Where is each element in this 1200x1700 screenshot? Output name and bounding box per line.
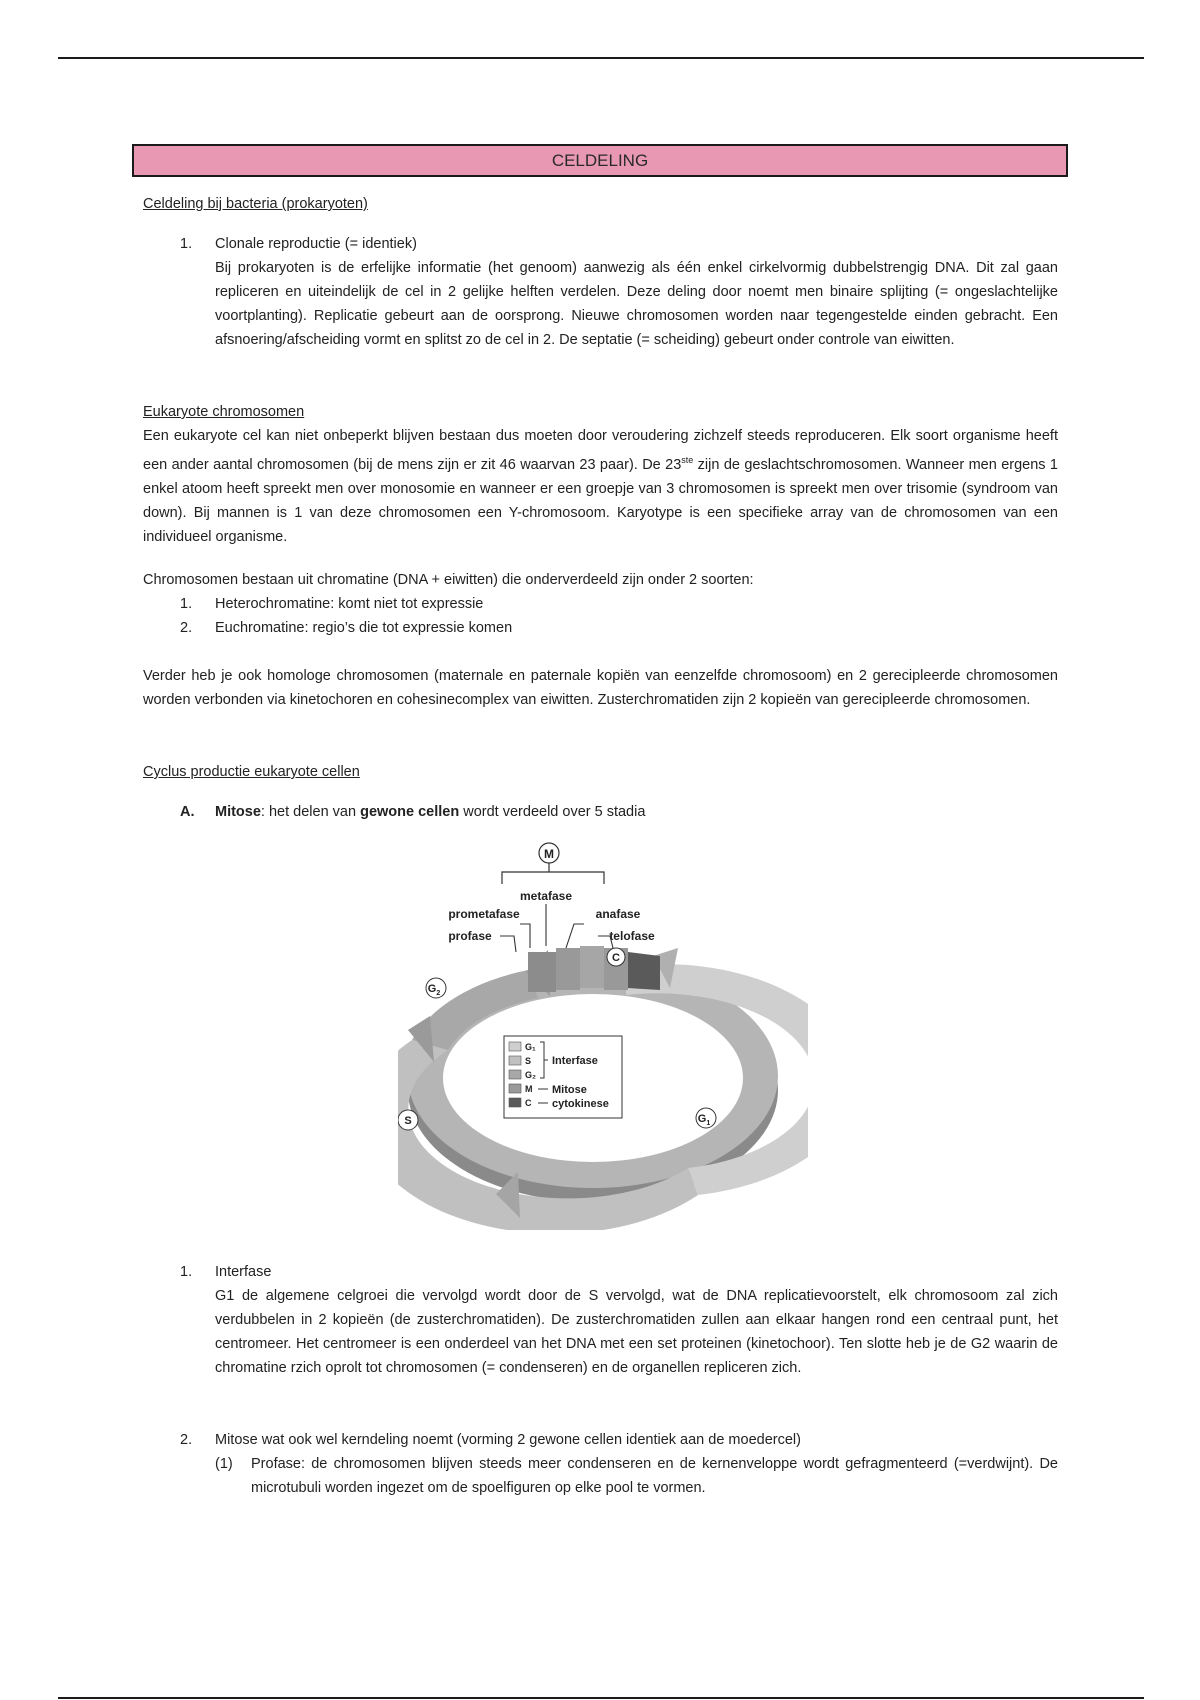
cell-cycle-svg [398, 840, 808, 1230]
top-rule [58, 57, 1144, 59]
pointer-prometafase [520, 924, 530, 948]
label-g1-letter: G [697, 1113, 707, 1125]
legend-swatch-g2 [509, 1070, 521, 1079]
legend-swatch-s [509, 1056, 521, 1065]
block-profase [528, 952, 556, 992]
paragraph-part: zijn de geslachtschromosomen. Wanneer men ergens 1 enkel atoom heeft spreekt men over monosomie en wanneer er een groepje van 3 chromosomen is spreekt men over trisomie (syndroom van down). Bij mannen is 1 van deze chromosomen een Y-chromosoom. Karyotype is een specifieke array van de chromosomen van een individueel organisme. [143, 456, 1058, 545]
block-telofase [628, 952, 660, 990]
label-g1-subscript: 1 [706, 1120, 711, 1127]
paragraph-homologous-chromosomes: Verder heb je ook homologe chromosomen (maternale en paternale kopiën van eenzelfde chromosoom) en 2 gerecipleerde chromosomen worden verbonden via kinetochoren en cohesinecomplex van eiwitten. Zusterchromatiden zijn 2 kopieën van gerecipleerde chromosomen. [143, 668, 1058, 708]
label-profase: profase [448, 929, 492, 943]
legend-swatch-g1 [509, 1042, 521, 1051]
legend-label-m: M [525, 1084, 533, 1094]
legend-swatch-m [509, 1084, 521, 1093]
pointer-profase [500, 936, 516, 952]
list-item-label: Interfase [215, 1264, 272, 1280]
legend-label-s: S [525, 1056, 532, 1066]
list-number: 2. [180, 1432, 193, 1448]
pointer-anafase [566, 924, 584, 948]
page-title: CELDELING [132, 144, 1068, 177]
list-item-euchromatin [143, 616, 1058, 640]
legend-label-g1: G₁ [525, 1042, 536, 1052]
legend-mitose: Mitose [552, 1084, 587, 1096]
sub-item-prophase [215, 1452, 1058, 1500]
legend-label-c: C [525, 1098, 532, 1108]
section-heading-cell-cycle: Cyclus productie eukaryote cellen [143, 764, 360, 780]
list-item-mitosis-intro [143, 800, 1058, 824]
list-letter: A. [180, 804, 195, 820]
list-number: 1. [180, 236, 193, 252]
label-c: C [612, 952, 620, 964]
list-item-paragraph: G1 de algemene celgroei die vervolgd wordt door de S vervolgd, wat de DNA replicatievoorstelt, elk chromosoom zal zich verdubbelen in 2 kopieën (de zusterchromatiden). De zusterchromatiden zullen aan elkaar hangen rond een centraal punt, het centromeer. Het centromeer is een onderdeel van het DNA met een set proteinen (kinetochoor). Ten slotte heb je de G2 waarin de chromatine rzich oprolt tot chromosomen (= condenseren) en de organellen repliceren zich. [215, 1288, 1058, 1376]
text-part: wordt verdeeld over 5 stadia [459, 804, 646, 820]
label-anafase: anafase [595, 907, 641, 921]
list-item-clonal-reproduction [143, 232, 1058, 352]
label-metafase: metafase [519, 889, 573, 903]
section-heading-prokaryotes: Celdeling bij bacteria (prokaryoten) [143, 196, 368, 212]
label-g2-letter: G [427, 983, 437, 995]
bottom-rule [58, 1697, 1144, 1699]
label-s: S [404, 1115, 412, 1127]
list-number: 2. [180, 620, 193, 636]
block-prometafase [556, 948, 580, 990]
list-number: 1. [180, 596, 193, 612]
bold-term: gewone cellen [360, 804, 460, 820]
section-heading-eukaryotic-chromosomes: Eukaryote chromosomen [143, 404, 305, 420]
list-item-text: Euchromatine: regio’s die tot expressie komen [215, 620, 513, 636]
legend-interfase: Interfase [552, 1055, 598, 1067]
list-item-text [215, 800, 1058, 824]
list-item-paragraph: Bij prokaryoten is de erfelijke informatie (het genoom) aanwezig als één enkel cirkelvormig dubbelstrengig DNA. Dit zal gaan repliceren en uiteindelijk de cel in 2 gelijke helften verdelen. Deze deling door noemt men binaire splijting (= ongeslachtelijke voortplanting). Replicatie gebeurt aan de oorsprong. Nieuwe chromosomen worden naar tegengestelde einden gebracht. Een afsnoering/afscheiding vormt en splitst zo de cel in 2. De septatie (= scheiding) gebeurt onder controle van eiwitten. [215, 260, 1058, 348]
list-item-interphase [143, 1260, 1058, 1380]
list-item-label: Mitose wat ook wel kerndeling noemt (vorming 2 gewone cellen identiek aan de moedercel) [215, 1432, 801, 1448]
paragraph-chromatin: Chromosomen bestaan uit chromatine (DNA + eiwitten) die onderverdeeld zijn onder 2 soorten: [143, 572, 754, 588]
list-item-mitosis [143, 1428, 1058, 1496]
paragraph-part: Een eukaryote cel kan niet onbeperkt blijven bestaan dus moeten door veroudering zichzelf steeds reproduceren. Elk soort organisme heeft een ander aantal chromosomen (bij de mens zijn er zit 46 waarvan 23 paar). De 23 [143, 428, 1058, 473]
bold-term: Mitose [215, 804, 261, 820]
paragraph-eukaryotic-cell [143, 424, 1058, 549]
sub-item-text: Profase: de chromosomen blijven steeds meer condenseren en de kernenveloppe wordt gefragmenteerd (=verdwijnt). De microtubuli worden ingezet om de spoelfiguren op elke pool te vormen. [251, 1456, 1058, 1496]
list-item-text: Heterochromatine: komt niet tot expressie [215, 596, 484, 612]
list-item-label: Clonale reproductie (= identiek) [215, 236, 417, 252]
list-number: 1. [180, 1264, 193, 1280]
legend-swatch-c [509, 1098, 521, 1107]
legend-label-g2: G₂ [525, 1070, 536, 1080]
label-g2-subscript: 2 [436, 990, 441, 997]
label-m: M [544, 847, 554, 861]
superscript: ste [681, 455, 694, 465]
block-metafase [580, 946, 604, 988]
legend-cytokinese: cytokinese [552, 1098, 609, 1110]
text-part: : het delen van [260, 804, 361, 820]
label-telofase: telofase [609, 929, 655, 943]
sub-number: (1) [215, 1456, 233, 1472]
m-bracket [502, 863, 604, 884]
label-prometafase: prometafase [448, 907, 520, 921]
cell-cycle-diagram [398, 840, 808, 1230]
list-item-heterochromatin [143, 592, 1058, 616]
